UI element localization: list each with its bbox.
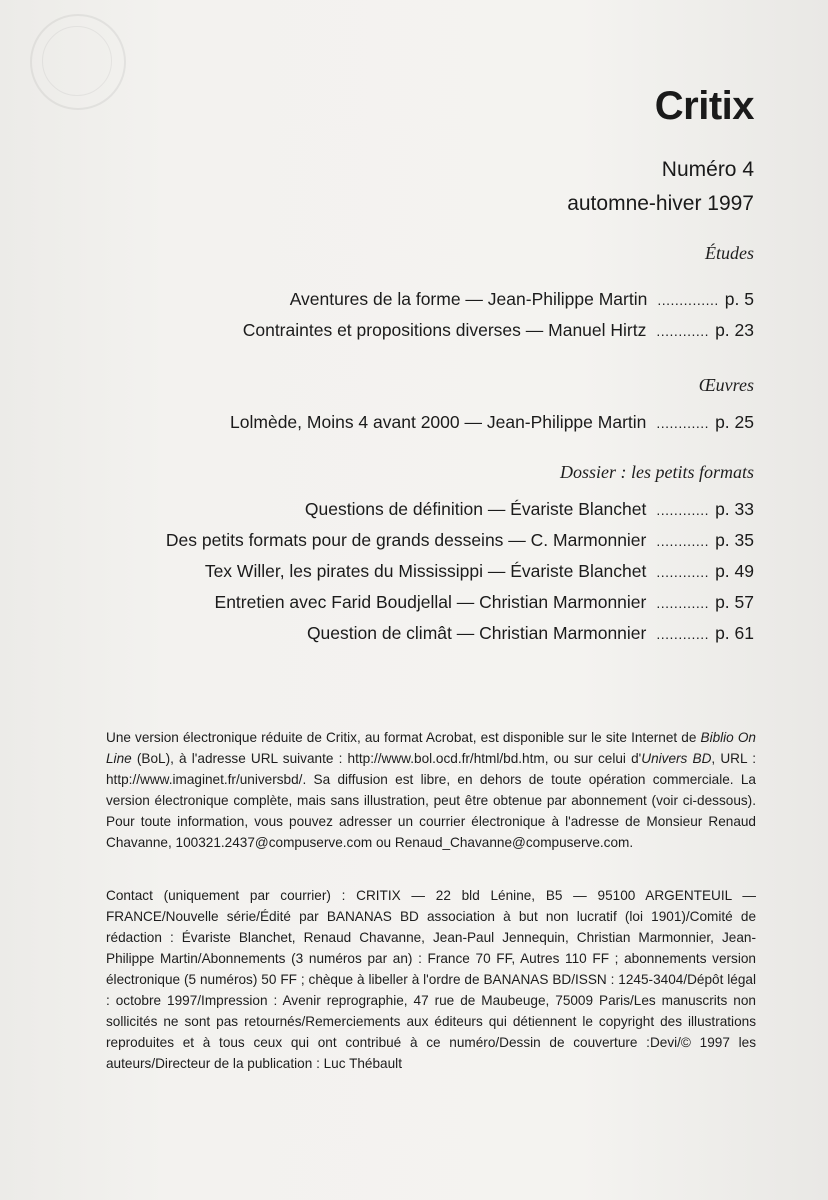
toc-entry	[0, 494, 754, 525]
toc-page-number: p. 49	[715, 561, 754, 581]
toc-leader-dots: ............	[656, 533, 710, 549]
toc-page-number: p. 57	[715, 592, 754, 612]
toc-page-number: p. 25	[715, 412, 754, 432]
toc-entry	[0, 407, 754, 438]
table-of-contents	[0, 240, 754, 649]
toc-leader-dots: ............	[656, 323, 710, 339]
issue-info	[567, 153, 754, 221]
masthead-title: Critix	[654, 84, 754, 128]
toc-entry	[0, 618, 754, 649]
toc-page-number: p. 23	[715, 320, 754, 340]
toc-entry	[0, 315, 754, 346]
toc-page-number: p. 35	[715, 530, 754, 550]
toc-entry	[0, 556, 754, 587]
toc-page-number: p. 5	[724, 289, 754, 309]
toc-leader-dots: ..............	[657, 292, 719, 308]
notice-site-name: Biblio On Line	[106, 729, 756, 766]
toc-entry-title: Entretien avec Farid Boudjellal — Christian Marmonnier	[214, 592, 647, 612]
notice-text: , URL : http://www.imaginet.fr/universbd/. Sa diffusion est libre, en dehors de toute opération commerciale. La version électronique complète, mais sans illustration, peut être obtenue par abonnement (voir ci-dessous). Pour toute information, vous pouvez adresser un courrier électronique à l'adresse de Monsieur Renaud Chavanne, 100321.2437@compuserve.com ou Renaud_Chavanne@compuserve.com.	[106, 750, 756, 850]
issue-season: automne-hiver 1997	[567, 192, 754, 215]
notice-site-name: Univers BD	[641, 750, 712, 766]
toc-leader-dots: ............	[656, 502, 710, 518]
faint-stamp-mark	[30, 14, 126, 110]
toc-leader-dots: ............	[656, 626, 710, 642]
toc-page-number: p. 61	[715, 623, 754, 643]
toc-entry-title: Tex Willer, les pirates du Mississippi — Évariste Blanchet	[204, 561, 647, 581]
toc-leader-dots: ............	[656, 564, 710, 580]
toc-page-number: p. 33	[715, 499, 754, 519]
toc-entry	[0, 587, 754, 618]
toc-leader-dots: ............	[656, 595, 710, 611]
toc-entry-title: Contraintes et propositions diverses — Manuel Hirtz	[242, 320, 647, 340]
section-heading-oeuvres: Œuvres	[698, 375, 754, 395]
section-heading-etudes: Études	[705, 243, 754, 263]
toc-entry	[0, 284, 754, 315]
notice-text: (BoL), à l'adresse URL suivante : http://www.bol.ocd.fr/html/bd.htm, ou sur celui d'	[131, 750, 642, 766]
colophon: Contact (uniquement par courrier) : CRITIX — 22 bld Lénine, B5 — 95100 ARGENTEUIL — FRANCE/Nouvelle série/Édité par BANANAS BD association à but non lucratif (loi 1901)/Comité de rédaction : Évariste Blanchet, Renaud Chavanne, Jean-Paul Jennequin, Christian Marmonnier, Jean-Philippe Martin/Abonnements (3 numéros par an) : France 70 FF, Autres 110 FF ; abonnements version électronique (5 numéros) 50 FF ; chèque à libeller à l'ordre de BANANAS BD/ISSN : 1245-3404/Dépôt légal : octobre 1997/Impression : Avenir reprographie, 47 rue de Maubeuge, 75009 Paris/Les manuscrits non sollicités ne sont pas retournés/Remerciements aux éditeurs qui détiennent le copyright des illustrations reproduites et à tous ceux qui ont contribué à ce numéro/Dessin de couverture :Devi/© 1997 les auteurs/Directeur de la publication : Luc Thébault	[106, 887, 756, 1071]
toc-entry-title: Questions de définition — Évariste Blanchet	[304, 499, 647, 519]
electronic-version-notice	[106, 727, 756, 853]
toc-entry-title: Question de climât — Christian Marmonnier	[306, 623, 647, 643]
issue-number: Numéro 4	[661, 158, 754, 181]
toc-leader-dots: ............	[656, 415, 710, 431]
toc-entry-title: Aventures de la forme — Jean-Philippe Martin	[289, 289, 648, 309]
notice-text: Une version électronique réduite de Critix, au format Acrobat, est disponible sur le site Internet de	[106, 729, 701, 745]
section-heading-dossier: Dossier : les petits formats	[559, 462, 754, 482]
toc-entry-title: Des petits formats pour de grands desseins — C. Marmonnier	[165, 530, 647, 550]
toc-entry	[0, 525, 754, 556]
toc-entry-title: Lolmède, Moins 4 avant 2000 — Jean-Philippe Martin	[230, 412, 647, 432]
